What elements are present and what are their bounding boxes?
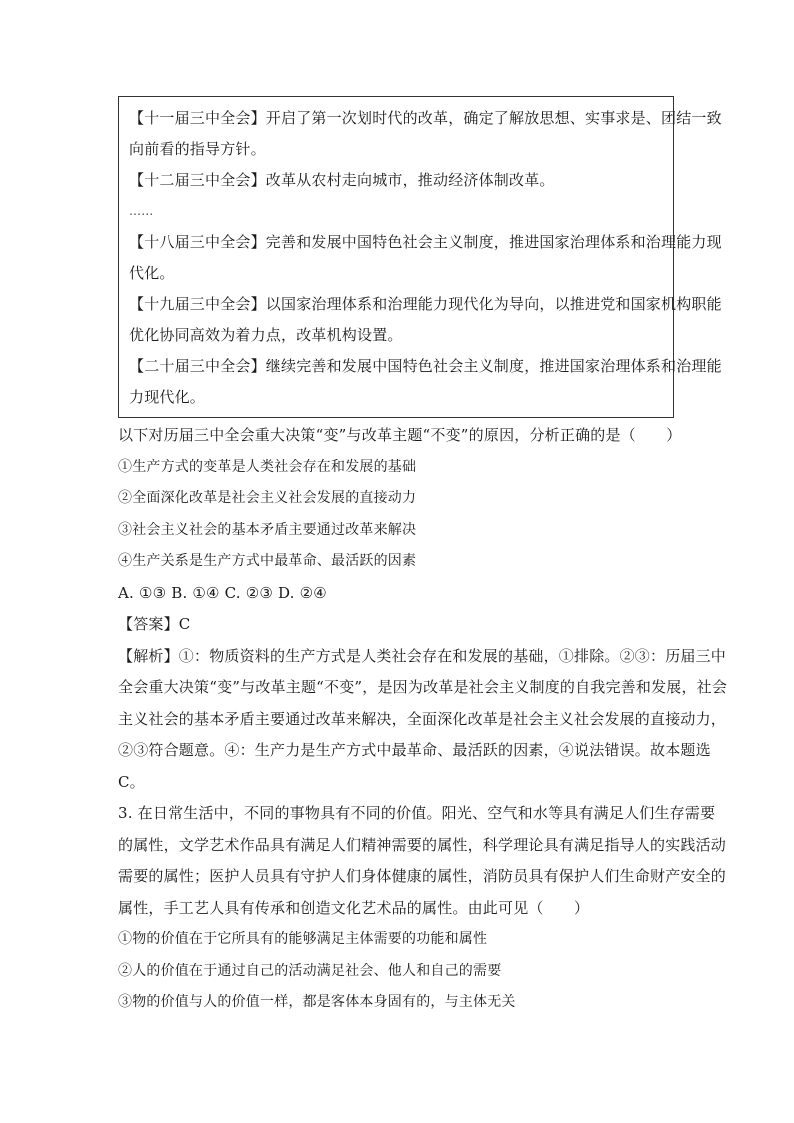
box-line: 力现代化。 <box>129 388 206 406</box>
analysis-line: 全会重大决策“变”与改革主题“不变”，是因为改革是社会主义制度的自我完善和发展，社会 <box>118 678 728 696</box>
analysis-line: 主义社会的基本矛盾主要通过改革来解决，全面深化改革是社会主义社会发展的直接动力， <box>118 709 727 728</box>
box-line: 【十二届三中全会】改革从农村走向城市，推动经济体制改革。 <box>129 171 555 189</box>
box-line: 向前看的指导方针。 <box>129 140 266 158</box>
material-box <box>118 96 722 418</box>
question3-stem-line: 3. 在日常生活中，不同的事物具有不同的价值。阳光、空气和水等具有满足人们生存需要 <box>118 804 716 822</box>
statement-item: ③物的价值与人的价值一样，都是客体本身固有的，与主体无关 <box>118 994 516 1010</box>
box-line: 【十九届三中全会】以国家治理体系和治理能力现代化为导向，以推进党和国家机构职能 <box>129 295 722 313</box>
statement-item: ②人的价值在于通过自己的活动满足社会、他人和自己的需要 <box>118 962 502 979</box>
statement-item: ③社会主义社会的基本矛盾主要通过改革来解决 <box>118 521 417 538</box>
statement-item: ①物的价值在于它所具有的能够满足主体需要的功能和属性 <box>118 931 488 947</box>
statement-item: ①生产方式的变革是人类社会存在和发展的基础 <box>118 458 417 475</box>
analysis-line: ②③符合题意。④：生产力是生产方式中最革命、最活跃的因素，④说法错误。故本题选 <box>118 741 711 759</box>
box-line: 代化。 <box>129 264 175 282</box>
box-line: 优化协同高效为着力点，改革机构设置。 <box>129 326 403 344</box>
analysis-line: 【解析】①：物质资料的生产方式是人类社会存在和发展的基础，①排除。②③：历届三中 <box>118 646 727 665</box>
analysis-line: C。 <box>118 772 145 791</box>
question3-stem-line: 的属性，文学艺术作品具有满足人们精神需要的属性，科学理论具有满足指导人的实践活动 <box>118 835 727 854</box>
question3-stem-line: 需要的属性；医护人员具有守护人们身体健康的属性，消防员具有保护人们生命财产安全的 <box>118 867 727 885</box>
statement-item: ②全面深化改革是社会主义社会发展的直接动力 <box>118 490 417 506</box>
box-line: 【二十届三中全会】继续完善和发展中国特色社会主义制度，推进国家治理体系和治理能 <box>129 357 722 375</box>
statement-item: ④生产关系是生产方式中最革命、最活跃的因素 <box>118 553 417 569</box>
question-body <box>118 420 728 1019</box>
box-line: 【十一届三中全会】开启了第一次划时代的改革，确定了解放思想、实事求是、团结一致 <box>129 109 722 127</box>
question3-stem-line: 属性，手工艺人具有传承和创造文化艺术品的属性。由此可见（ ） <box>118 898 590 917</box>
question-stem: 以下对历届三中全会重大决策“变”与改革主题“不变”的原因，分析正确的是（ ） <box>118 426 682 444</box>
box-line: 【十八届三中全会】完善和发展中国特色社会主义制度，推进国家治理体系和治理能力现 <box>129 233 722 251</box>
box-ellipsis: …… <box>129 204 154 218</box>
answer-options: A. ①③ B. ①④ C. ②③ D. ②④ <box>118 583 327 602</box>
answer-label: 【答案】C <box>118 615 191 633</box>
